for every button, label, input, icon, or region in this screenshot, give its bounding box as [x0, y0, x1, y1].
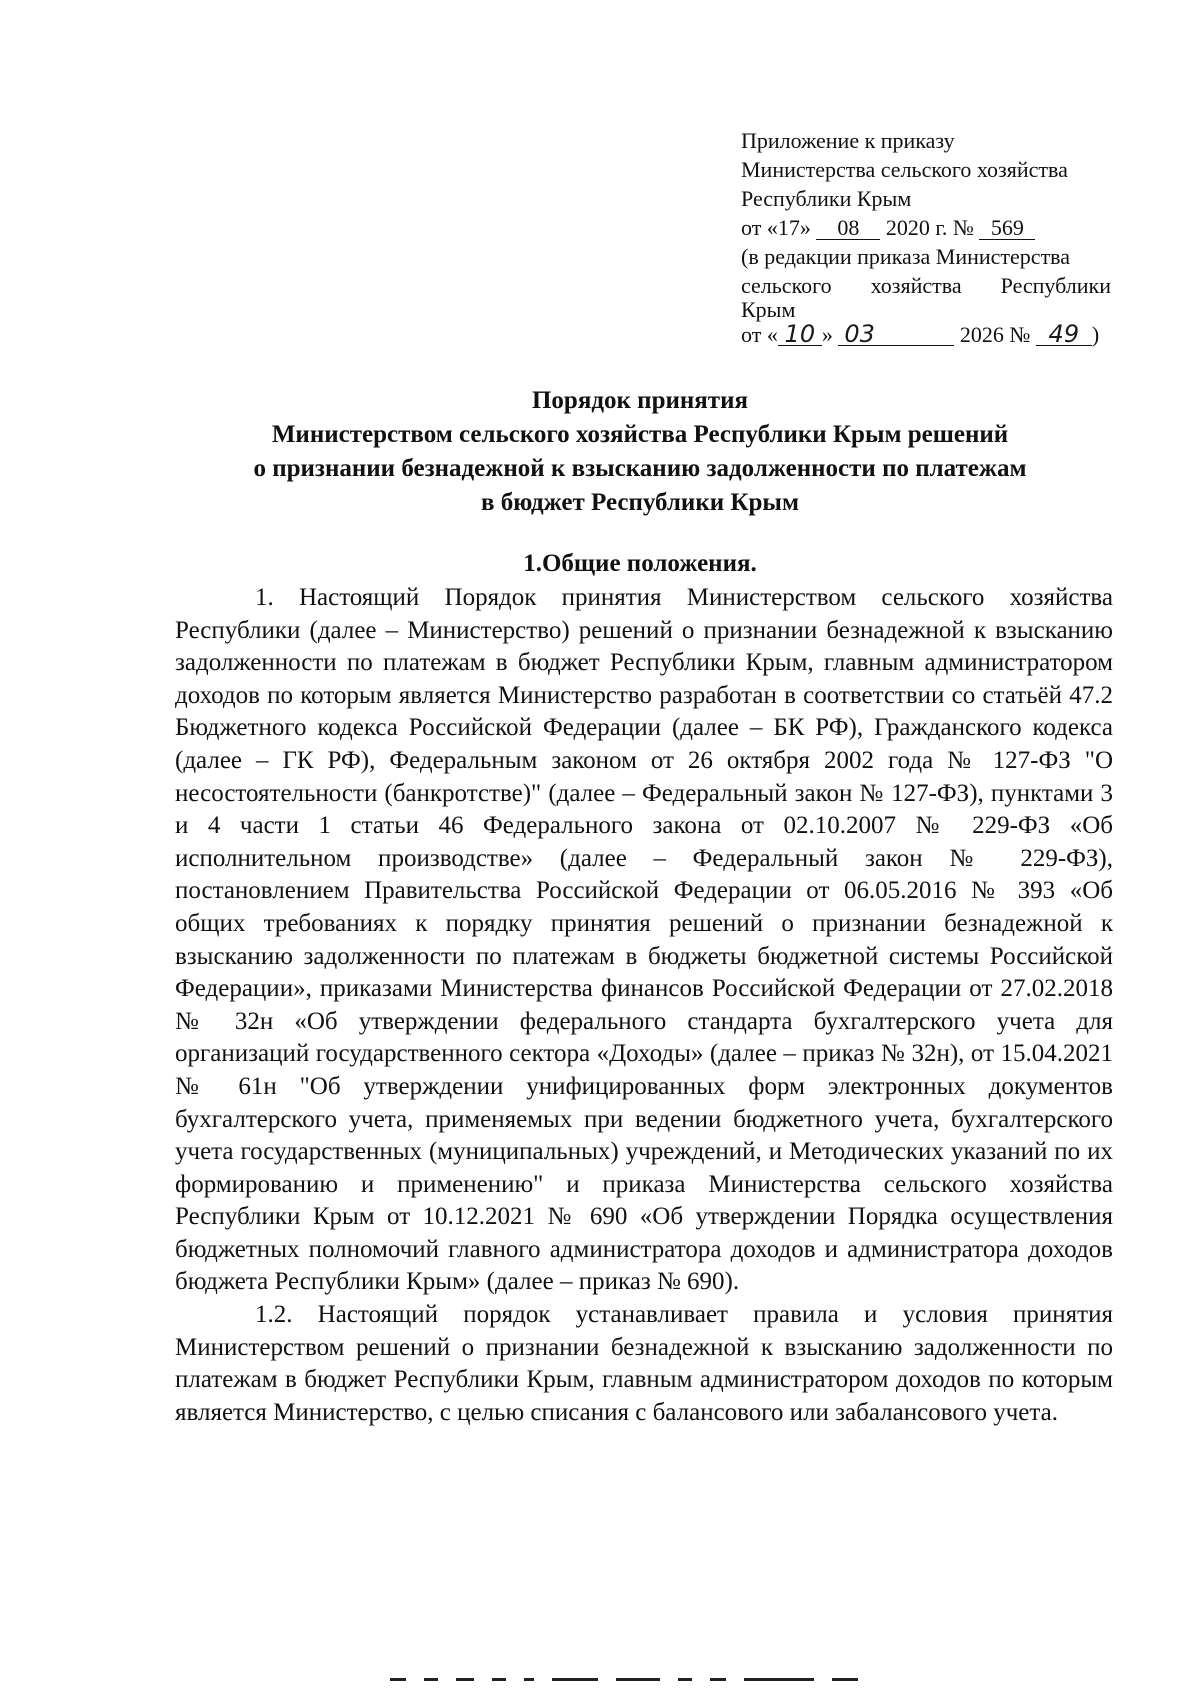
document-title: [160, 384, 1120, 520]
edition-line-3: Крым: [741, 297, 796, 322]
title-line-4: в бюджет Республики Крым: [481, 489, 799, 516]
appendix-date-number: 569: [979, 217, 1035, 240]
edition-date-prefix: от «: [741, 322, 778, 347]
edition-date-month: 03: [838, 323, 954, 346]
appendix-line-2: Министерства сельского хозяйства: [741, 157, 1068, 182]
appendix-line-3: Республики Крым: [741, 186, 912, 211]
title-line-1: Порядок принятия: [531, 387, 749, 414]
appendix-date-line: [741, 213, 1111, 242]
edition-date-year: 2026 №: [959, 322, 1031, 347]
paragraph-1-2: 1.2. Настоящий порядок устанавливает правила и условия принятия Министерством решений о признании безнадежной к взысканию задолженности по платежам в бюджет Республики Крым, главным администратором доходов по которым является Министерство, с целью списания с балансового или забалансового учета.: [175, 1301, 1113, 1426]
appendix-header: [741, 126, 1111, 349]
edition-line-2: сельского хозяйства Республики: [741, 273, 1111, 298]
title-line-2: Министерством сельского хозяйства Республики Крым решений: [271, 421, 1009, 448]
paragraph-1: 1. Настоящий Порядок принятия Министерством сельского хозяйства Республики (далее – Министерство) решений о признании безнадежной к взысканию задолженности по платежам в бюджет Республики Крым, главным администратором доходов по которым является Министерство разработан в соответствии со статьёй 47.2 Бюджетного кодекса Российской Федерации (далее – БК РФ), Гражданского кодекса (далее – ГК РФ), Федеральным законом от 26 октября 2002 года № 127-ФЗ "О несостоятельности (банкротстве)" (далее – Федеральный закон № 127-ФЗ), пунктами 3 и 4 части 1 статьи 46 Федерального закона от 02.10.2007 № 229-ФЗ «Об исполнительном производстве» (далее – Федеральный закон № 229-ФЗ), постановлением Правительства Российской Федерации от 06.05.2016 № 393 «Об общих требованиях к порядку принятия решений о признании безнадежной к взысканию задолженности по платежам в бюджеты бюджетной системы Российской Федерации», приказами Министерства финансов Российской Федерации от 27.02.2018 № 32н «Об утверждении федерального стандарта бухгалтерского учета для организаций государственного сектора «Доходы» (далее – приказ № 32н), от 15.04.2021 № 61н "Об утверждении унифицированных форм электронных документов бухгалтерского учета, применяемых при ведении бюджетного учета, бухгалтерского учета государственных (муниципальных) учреждений, и Методических указаний по их формированию и применению" и приказа Министерства сельского хозяйства Республики Крым от 10.12.2021 № 690 «Об утверждении Порядка осуществления бюджетных полномочий главного администратора доходов и администратора доходов бюджета Республики Крым» (далее – приказ № 690).: [175, 584, 1113, 1296]
edition-date-mid: »: [821, 322, 833, 347]
edition-date-close: ): [1091, 322, 1100, 347]
appendix-date-year: 2020 г. №: [885, 215, 974, 240]
document-body: [175, 582, 1113, 1429]
scan-artifact-dashes: [390, 1678, 1130, 1682]
edition-date-day: 10: [778, 323, 822, 346]
appendix-line-1: Приложение к приказу: [741, 128, 955, 153]
edition-line-1: (в редакции приказа Министерства: [741, 244, 1071, 269]
appendix-date-prefix: от «17»: [741, 215, 811, 240]
edition-date-line: [741, 320, 1111, 349]
appendix-date-month: 08: [816, 217, 880, 240]
section-heading: 1.Общие положения.: [523, 550, 757, 577]
title-line-3: о признании безнадежной к взысканию задолженности по платежам: [253, 455, 1027, 482]
edition-date-number: 49: [1036, 323, 1092, 346]
